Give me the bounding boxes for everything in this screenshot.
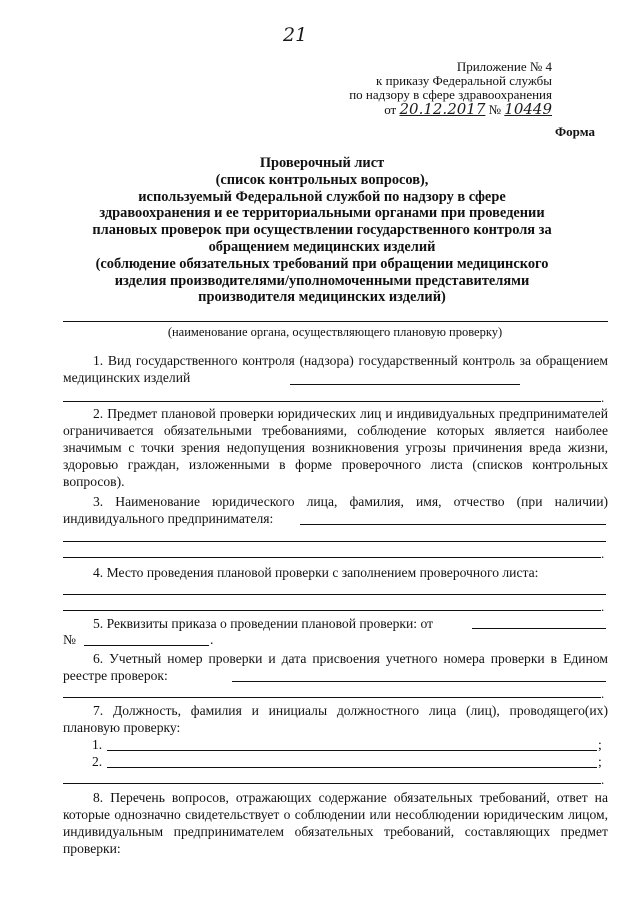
- title-line-4: здравоохранения и ее территориальными органами при проведении: [99, 205, 545, 222]
- item-4-text: 4. Место проведения плановой проверки с заполнением проверочного листа:: [93, 565, 539, 580]
- item-5-number-label: №: [63, 632, 76, 647]
- organ-name-caption: (наименование органа, осуществляющего плановую проверку): [167, 325, 503, 339]
- document-title: [72, 155, 572, 306]
- inspector-extra-field[interactable]: [63, 783, 601, 784]
- item-7: [63, 702, 608, 736]
- annex-line-3: по надзору в сфере здравоохранения: [349, 87, 552, 102]
- title-line-9: производителя медицинских изделий): [198, 289, 446, 306]
- item-2: [63, 405, 608, 490]
- organ-name-line[interactable]: [63, 321, 608, 322]
- item-3-field-2[interactable]: [63, 541, 606, 542]
- item-1: [63, 352, 608, 386]
- item-7-dot: .: [601, 772, 605, 787]
- item-5-date-field[interactable]: [472, 628, 606, 629]
- title-line-6: обращением медицинских изделий: [208, 238, 436, 255]
- annex-line-1: Приложение № 4: [456, 59, 552, 74]
- item-4-dot: .: [601, 599, 605, 614]
- annex-line-2: к приказу Федеральной службы: [376, 73, 552, 88]
- title-line-5: плановых проверок при осуществлении государственного контроля за: [92, 222, 552, 239]
- inspector-1-label: 1.: [92, 737, 103, 752]
- annex-date-line: [322, 102, 552, 117]
- item-1-dot: .: [601, 390, 605, 405]
- annex-number-value: 10449: [504, 100, 552, 118]
- item-6-field[interactable]: [232, 681, 606, 682]
- item-1-field[interactable]: [290, 384, 520, 385]
- item-3-field-3[interactable]: [63, 557, 601, 558]
- item-1-field-2[interactable]: [63, 401, 601, 402]
- item-5-dot: .: [210, 632, 214, 647]
- annex-date-value: 20.12.2017: [399, 100, 486, 118]
- item-1-text: 1. Вид государственного контроля (надзора) государственный контроль за обращением медицинских изделий: [63, 353, 608, 385]
- annex-date-prefix: от: [384, 102, 397, 117]
- title-line-2: (список контрольных вопросов),: [215, 171, 429, 188]
- item-3-text: 3. Наименование юридического лица, фамилия, имя, отчество (при наличии) индивидуального предпринимателя:: [63, 494, 608, 526]
- title-line-8: изделия производителями/уполномоченными представителями: [114, 272, 530, 289]
- item-8: [63, 789, 608, 857]
- title-line-1: Проверочный лист: [259, 155, 385, 171]
- item-4: [63, 564, 608, 581]
- inspector-2-semicolon: ;: [598, 754, 602, 769]
- item-6-text: 6. Учетный номер проверки и дата присвоения учетного номера проверки в Едином реестре проверок:: [63, 651, 608, 683]
- item-5-text: 5. Реквизиты приказа о проведении плановой проверки: от: [93, 616, 434, 631]
- inspector-1-semicolon: ;: [598, 737, 602, 752]
- item-6-field-2[interactable]: [63, 697, 601, 698]
- item-3: [63, 493, 608, 527]
- item-3-dot: .: [601, 546, 605, 561]
- item-5: [63, 615, 608, 632]
- item-4-field-2[interactable]: [63, 610, 601, 611]
- item-5-number-field[interactable]: [84, 645, 209, 646]
- title-line-7: (соблюдение обязательных требований при обращении медицинского: [95, 255, 549, 272]
- inspector-2-field[interactable]: [107, 767, 597, 768]
- inspector-2-label: 2.: [92, 754, 103, 769]
- form-label: Форма: [555, 124, 595, 139]
- item-8-text: 8. Перечень вопросов, отражающих содержание обязательных требований, ответ на которые однозначно свидетельствует о соблюдении или несоблюдении юридическим лицом, индивидуальным предпринимателем обязательных требований, составляющих предмет проверки:: [63, 790, 608, 856]
- page-number: 21: [283, 24, 308, 46]
- item-4-field[interactable]: [63, 594, 606, 595]
- title-line-3: используемый Федеральной службой по надзору в сфере: [138, 188, 506, 205]
- item-6-dot: .: [601, 686, 605, 701]
- item-2-text: 2. Предмет плановой проверки юридических лиц и индивидуальных предпринимателей ограничивается обязательными требованиями, соблюдение которых является наиболее значимым с точки зрения недопущения возникновения угрозы причинения вреда жизни, здоровью граждан, изложенными в форме проверочного листа (списков контрольных вопросов).: [63, 406, 608, 489]
- item-7-text: 7. Должность, фамилия и инициалы должностного лица (лиц), проводящего(их) плановую проверку:: [63, 703, 608, 735]
- annex-number-prefix: №: [488, 102, 502, 117]
- annex-header: [322, 60, 552, 117]
- item-6: [63, 650, 608, 684]
- inspector-1-field[interactable]: [107, 750, 597, 751]
- item-3-field[interactable]: [300, 524, 606, 525]
